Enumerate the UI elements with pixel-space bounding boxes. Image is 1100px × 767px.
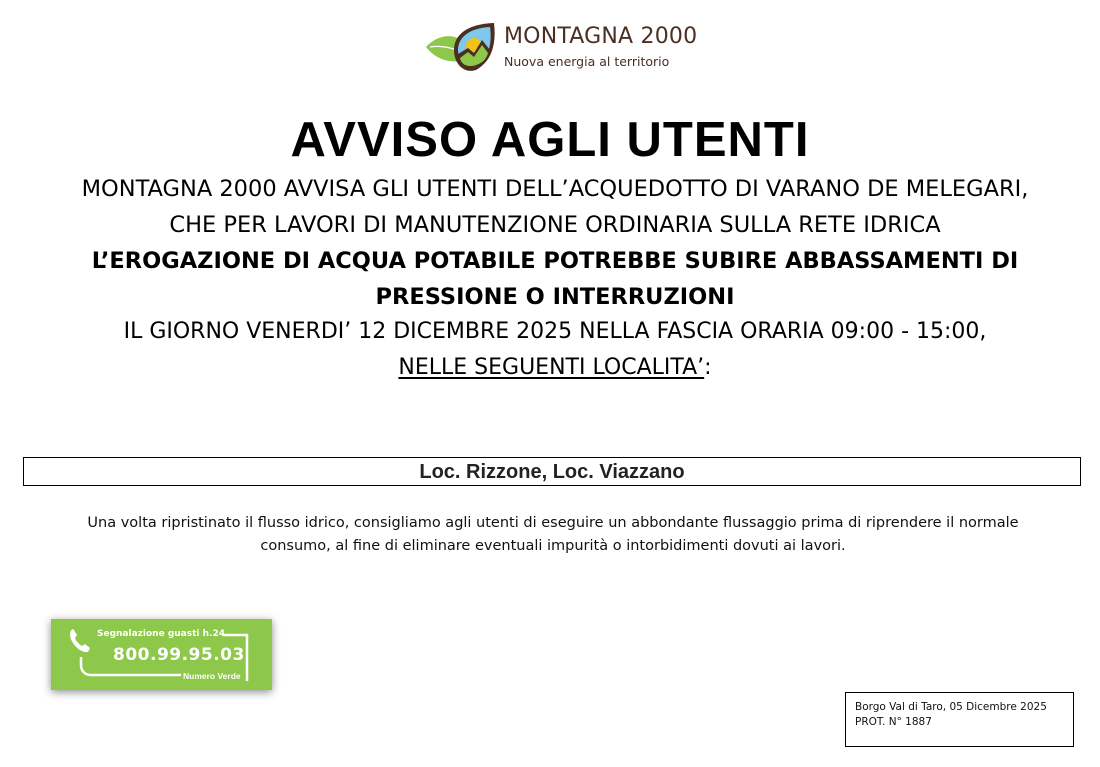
logo-name: MONTAGNA 2000 [504, 24, 698, 49]
locations-box: Loc. Rizzone, Loc. Viazzano [23, 457, 1081, 486]
place-date: Borgo Val di Taro, 05 Dicembre 2025 [855, 701, 1047, 713]
leaf-mountain-logo-icon [424, 20, 502, 76]
notice-line-1: MONTAGNA 2000 AVVISA GLI UTENTI DELL’ACQUEDOTTO DI VARANO DE MELEGARI, [81, 176, 1029, 202]
company-logo [424, 20, 698, 76]
advice-line-1: Una volta ripristinato il flusso idrico, consigliamo agli utenti di eseguire un abbondante flussaggio prima di riprendere il normale [87, 515, 1019, 531]
notice-title: AVVISO AGLI UTENTI [290, 113, 810, 167]
hotline-label: Segnalazione guasti h.24 [97, 629, 225, 639]
localities-heading: NELLE SEGUENTI LOCALITA’ [398, 355, 705, 380]
notice-line-5-date: IL GIORNO VENERDI’ 12 DICEMBRE 2025 NELLA FASCIA ORARIA 09:00 - 15:00, [123, 319, 987, 344]
hotline-number[interactable]: 800.99.95.03 [113, 645, 245, 665]
notice-line-3-bold: L’EROGAZIONE DI ACQUA POTABILE POTREBBE SUBIRE ABBASSAMENTI DI [91, 248, 1019, 274]
hotline-badge [51, 619, 272, 690]
notice-line-4-bold: PRESSIONE O INTERRUZIONI [375, 284, 735, 310]
protocol-box [845, 692, 1074, 747]
phone-icon [70, 629, 90, 652]
numero-verde-label: Numero Verde [183, 671, 241, 681]
logo-tagline: Nuova energia al territorio [504, 54, 670, 69]
protocol-number: PROT. N° 1887 [855, 716, 932, 728]
localities-colon: : [704, 355, 712, 380]
advice-text [0, 512, 1100, 558]
notice-line-2: CHE PER LAVORI DI MANUTENZIONE ORDINARIA SULLA RETE IDRICA [169, 212, 941, 238]
advice-line-2: consumo, al fine di eliminare eventuali impurità o intorbidimenti dovuti ai lavori. [260, 538, 846, 554]
notice-line-6 [0, 350, 1100, 386]
